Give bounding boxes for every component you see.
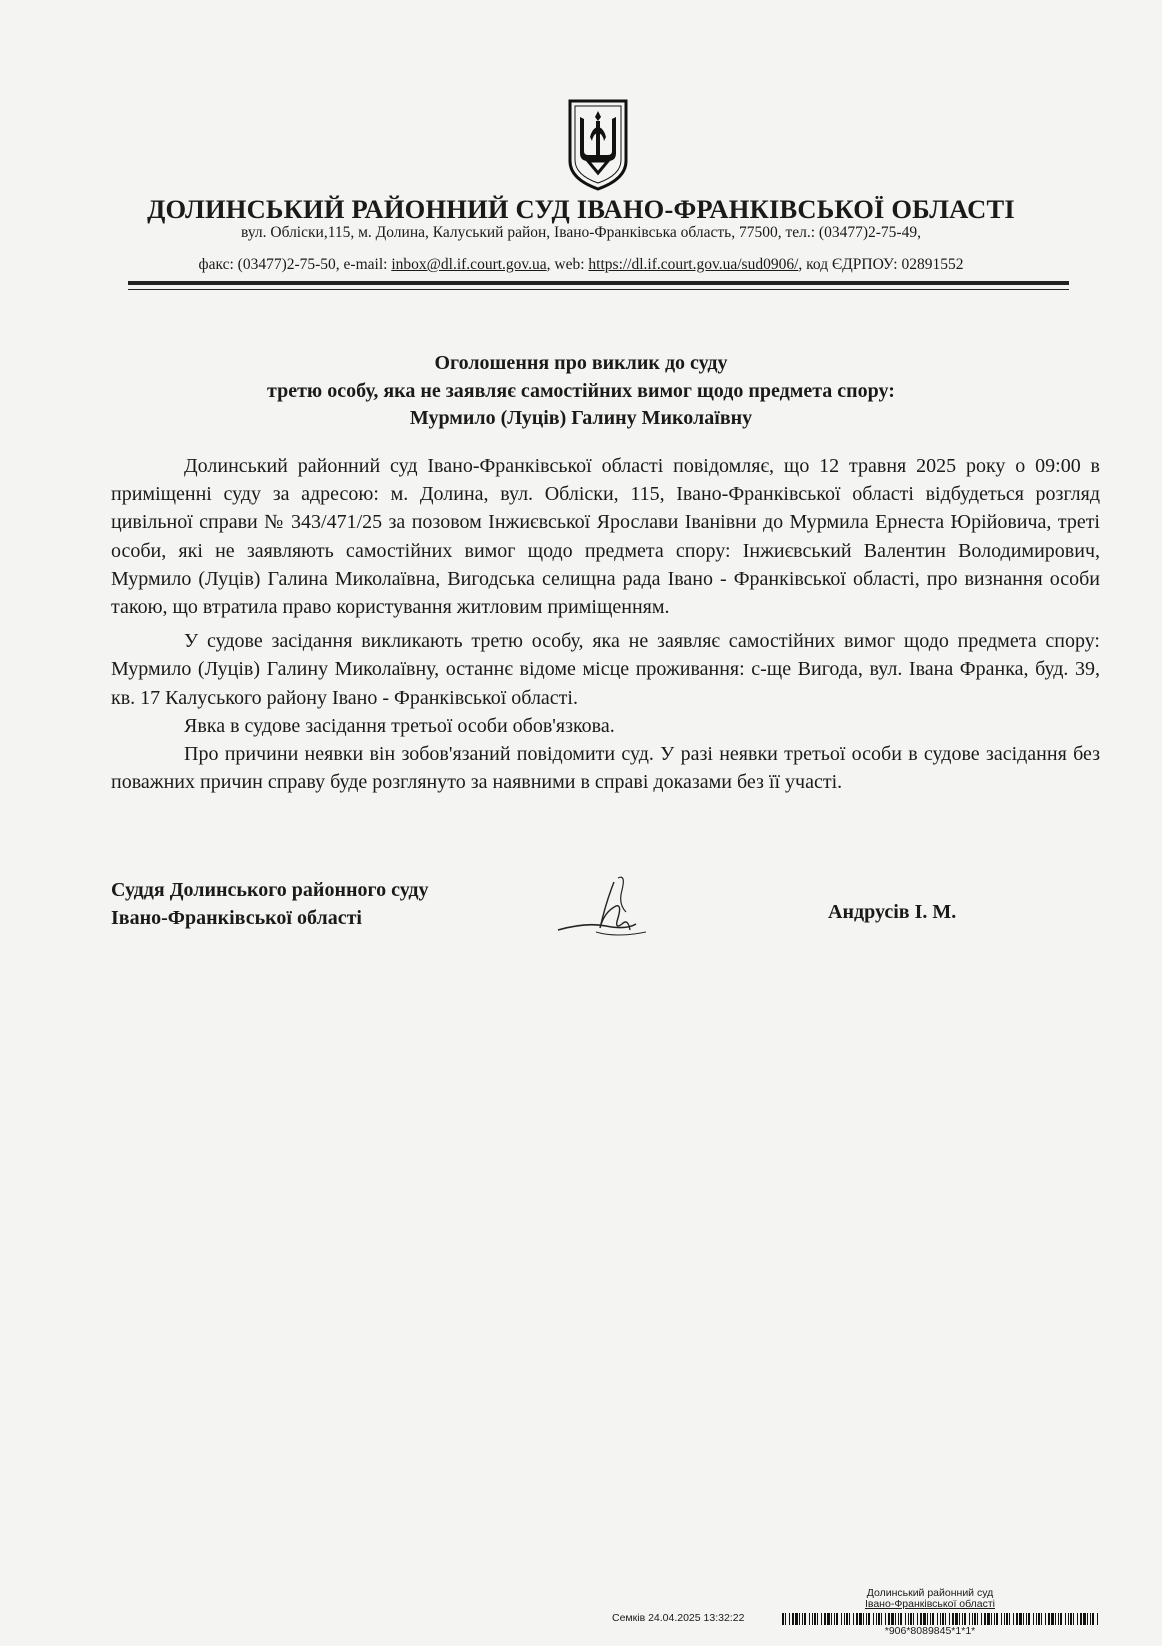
barcode-bar xyxy=(1041,1613,1042,1625)
barcode-bar xyxy=(876,1613,877,1625)
barcode-bar xyxy=(888,1613,890,1625)
barcode-bar xyxy=(1097,1613,1098,1625)
barcode-bar xyxy=(1026,1613,1027,1625)
barcode-bar xyxy=(873,1613,874,1625)
barcode-bar xyxy=(891,1613,894,1625)
barcode-bar xyxy=(1023,1613,1024,1625)
barcode-bar xyxy=(945,1613,946,1625)
barcode-bar xyxy=(799,1613,800,1625)
barcode-bar xyxy=(853,1613,854,1625)
barcode-bar xyxy=(981,1613,982,1625)
barcode-bar xyxy=(949,1613,950,1625)
ukraine-trident-icon xyxy=(566,97,630,193)
barcode-bar xyxy=(1033,1613,1034,1625)
email-link[interactable]: inbox@dl.if.court.gov.ua xyxy=(391,256,547,273)
barcode-bar xyxy=(955,1613,958,1625)
barcode-bar xyxy=(1083,1613,1086,1625)
barcode-bar xyxy=(1016,1613,1018,1625)
barcode-bar xyxy=(1070,1613,1072,1625)
barcode-bar xyxy=(974,1613,976,1625)
barcode-bar xyxy=(937,1613,938,1625)
barcode-bar xyxy=(817,1613,818,1625)
barcode-bar xyxy=(814,1613,816,1625)
judge-position-line-2: Івано-Франківської області xyxy=(111,907,362,929)
barcode-bar xyxy=(859,1613,862,1625)
notice-paragraph: У судове засідання викликають третю особу, яка не заявляє самостійних вимог щодо предмета спору: Мурмило (Луців) Галину Миколаївну, останнє відоме місце проживання: с-ще Вигода, вул. Івана Франка, буд. 39, кв. 17 Калуського району Івано - Франківської області. xyxy=(111,630,1130,709)
barcode-bar xyxy=(1028,1613,1030,1625)
notice-title-line-2: третю особу, яка не заявляє самостійних вимог щодо предмета спору: xyxy=(267,380,895,402)
barcode-bar xyxy=(905,1613,906,1625)
barcode-bar xyxy=(1060,1613,1062,1625)
barcode-bar xyxy=(1065,1613,1066,1625)
barcode-bar xyxy=(795,1613,798,1625)
barcode-bar xyxy=(930,1613,931,1625)
barcode-bar xyxy=(927,1613,928,1625)
barcode-bar xyxy=(1009,1613,1010,1625)
barcode-bar xyxy=(932,1613,934,1625)
barcode-bar xyxy=(1036,1613,1037,1625)
barcode-bar xyxy=(977,1613,978,1625)
barcode-bar xyxy=(908,1613,909,1625)
barcode-bar xyxy=(856,1613,858,1625)
notice-title-line-3: Мурмило (Луців) Галину Миколаївну xyxy=(409,407,753,429)
court-contacts-line xyxy=(100,256,1062,274)
barcode-bar xyxy=(984,1613,986,1625)
document-barcode xyxy=(782,1613,1100,1625)
barcode-bar xyxy=(792,1613,794,1625)
barcode-bar xyxy=(917,1613,918,1625)
barcode-bar xyxy=(1073,1613,1074,1625)
barcode-bar xyxy=(841,1613,842,1625)
barcode-bar xyxy=(940,1613,941,1625)
stamp-org-line-1: Долинський районний суд xyxy=(866,1587,994,1599)
barcode-bar xyxy=(836,1613,838,1625)
registration-stamp-text: Семків 24.04.2025 13:32:22 xyxy=(612,1612,745,1624)
barcode-bar xyxy=(834,1613,835,1625)
barcode-bar xyxy=(952,1613,954,1625)
stamp-org-line-2: Івано-Франківської області xyxy=(864,1598,996,1610)
barcode-bar xyxy=(812,1613,813,1625)
barcode-bar xyxy=(895,1613,896,1625)
barcode-bar xyxy=(1077,1613,1078,1625)
barcode-bar xyxy=(994,1613,995,1625)
barcode-bar xyxy=(1045,1613,1046,1625)
barcode-bar xyxy=(1001,1613,1002,1625)
barcode-bar xyxy=(964,1613,966,1625)
barcode-bar xyxy=(804,1613,806,1625)
barcode-bar xyxy=(1006,1613,1008,1625)
barcode-bar xyxy=(802,1613,803,1625)
barcode-bar xyxy=(824,1613,826,1625)
barcode-bar xyxy=(885,1613,886,1625)
barcode-bar xyxy=(942,1613,944,1625)
barcode-bar xyxy=(1055,1613,1056,1625)
web-label: , web: xyxy=(546,256,589,273)
barcode-bar xyxy=(1087,1613,1088,1625)
barcode-bar xyxy=(782,1613,784,1625)
barcode-bar xyxy=(900,1613,902,1625)
barcode-bar xyxy=(881,1613,882,1625)
barcode-bar xyxy=(1080,1613,1082,1625)
barcode-bar xyxy=(1004,1613,1005,1625)
judge-position xyxy=(111,876,429,932)
barcode-bar xyxy=(1048,1613,1050,1625)
notice-title-line-1: Оголошення про виклик до суду xyxy=(434,352,728,374)
barcode-bar xyxy=(1038,1613,1040,1625)
barcode-bar xyxy=(878,1613,880,1625)
barcode-bar xyxy=(785,1613,786,1625)
barcode-bar xyxy=(991,1613,992,1625)
barcode-bar xyxy=(1068,1613,1069,1625)
barcode-bar xyxy=(913,1613,914,1625)
barcode-bar xyxy=(969,1613,970,1625)
barcode-bar xyxy=(789,1613,790,1625)
barcode-bar xyxy=(827,1613,830,1625)
barcode-bar xyxy=(868,1613,870,1625)
barcode-bar xyxy=(972,1613,973,1625)
barcode-bar xyxy=(959,1613,960,1625)
barcode-bar xyxy=(821,1613,822,1625)
barcode-bar xyxy=(1013,1613,1014,1625)
handwritten-signature xyxy=(556,872,666,942)
notice-paragraph: Про причини неявки він зобов'язаний повідомити суд. У разі неявки третьої особи в судове засідання без поважних причин справу буде розглянуто за наявними в справі доказами без її участі. xyxy=(111,743,1100,794)
notice-body xyxy=(111,452,1130,796)
header-divider-thin xyxy=(128,289,1069,290)
barcode-bar xyxy=(910,1613,912,1625)
barcode-bar xyxy=(863,1613,864,1625)
edrpou-code: , код ЄДРПОУ: 02891552 xyxy=(798,256,964,273)
barcode-bar xyxy=(923,1613,926,1625)
website-link[interactable]: https://dl.if.court.gov.ua/sud0906/ xyxy=(588,256,799,273)
barcode-bar xyxy=(1058,1613,1059,1625)
court-address-line: вул. Обліски,115, м. Долина, Калуський район, Івано-Франківська область, 77500, тел.: (03477)2-75-49, xyxy=(241,224,921,241)
barcode-bar xyxy=(831,1613,832,1625)
barcode-bar xyxy=(1090,1613,1091,1625)
barcode-bar xyxy=(996,1613,998,1625)
barcode-bar xyxy=(846,1613,848,1625)
barcode-bar xyxy=(849,1613,850,1625)
barcode-bar xyxy=(809,1613,810,1625)
header-divider-thick xyxy=(128,281,1069,285)
barcode-bar xyxy=(1092,1613,1094,1625)
judge-name: Андрусів І. М. xyxy=(828,901,957,923)
barcode-bar xyxy=(866,1613,867,1625)
barcode-bar xyxy=(962,1613,963,1625)
barcode-bar xyxy=(844,1613,845,1625)
notice-paragraph: Долинський районний суд Івано-Франківської області повідомляє, що 12 травня 2025 року о 09:00 в приміщенні суду за адресою: м. Долина, вул. Обліски, 115, Івано-Франківської області відбудеться розгляд цивільної справи № 343/471/25 за позовом Інжиєвської Ярослави Іванівни до Мурмила Ернеста Юрійовича, треті особи, які не заявляють самостійних вимог щодо предмета спору: Інжиєвський Валентин Володимирович, Мурмило (Луців) Галина Миколаївна, Вигодська селищна рада Івано - Франківської області, про визнання особи такою, що втратила право користування житловим приміщенням. xyxy=(111,455,1100,619)
barcode-bar xyxy=(1051,1613,1054,1625)
judge-position-line-1: Суддя Долинського районного суду xyxy=(111,879,429,901)
registration-stamp-org xyxy=(820,1588,1040,1610)
barcode-bar xyxy=(898,1613,899,1625)
notice-paragraph: Явка в судове засідання третьої особи обов'язкова. xyxy=(184,714,615,737)
barcode-bar xyxy=(920,1613,922,1625)
barcode-number: *906*8089845*1*1* xyxy=(884,1625,976,1637)
fax-label: факс: (03477)2-75-50, e-mail: xyxy=(198,256,392,273)
court-name-heading: ДОЛИНСЬКИЙ РАЙОННИЙ СУД ІВАНО-ФРАНКІВСЬКОЇ ОБЛАСТІ xyxy=(147,194,1015,224)
barcode-bar xyxy=(1019,1613,1022,1625)
barcode-bar xyxy=(987,1613,990,1625)
